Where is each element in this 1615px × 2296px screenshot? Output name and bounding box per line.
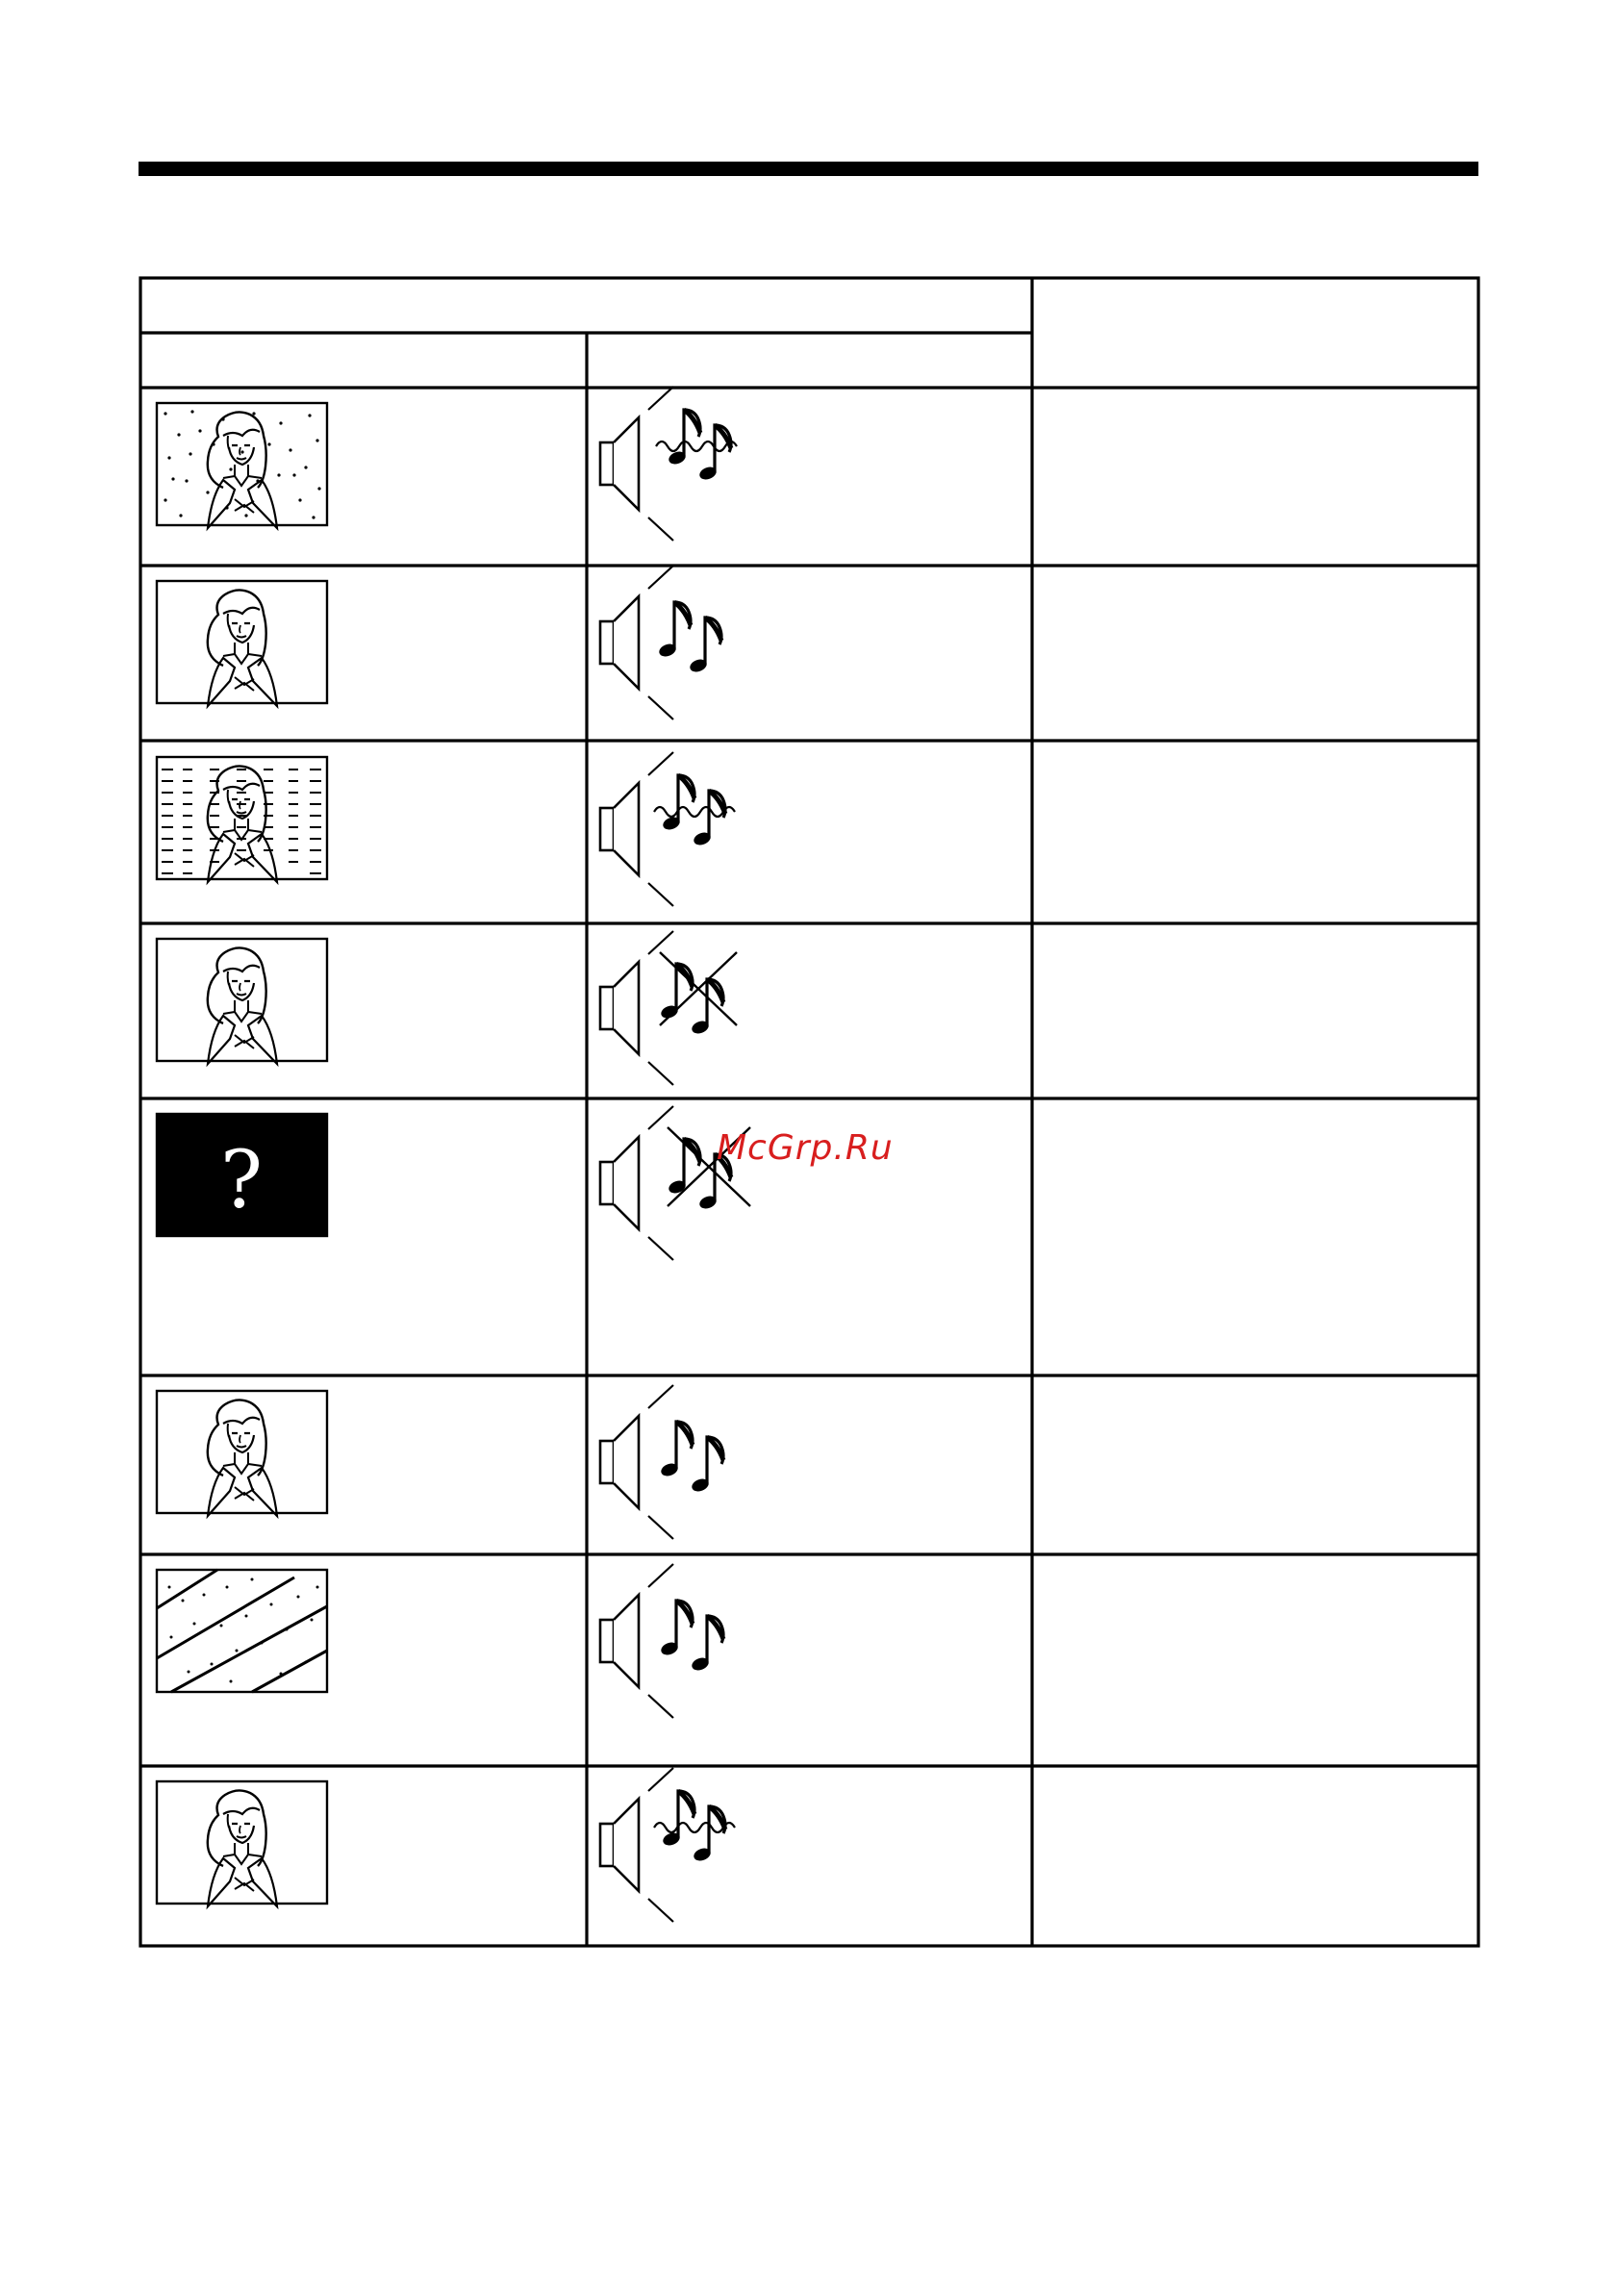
noisy-sound-icon <box>600 1768 735 1922</box>
no-sound-icon <box>600 931 737 1085</box>
header-trouble-cell <box>144 282 1029 330</box>
header-bar <box>139 162 1478 176</box>
normal-sound-icon <box>600 1564 723 1718</box>
normal-picture-icon <box>157 939 327 1064</box>
line-interference-icon <box>157 757 327 882</box>
table-row <box>157 1385 723 1539</box>
table-row <box>157 1106 750 1260</box>
table-row <box>157 566 721 719</box>
table-row <box>157 1564 723 1718</box>
table-row <box>157 752 735 906</box>
no-picture-symbol: ? <box>220 1135 263 1226</box>
header-remedy-cell <box>1036 282 1475 385</box>
snowy-picture-icon <box>157 403 327 528</box>
noisy-sound-icon <box>600 387 737 541</box>
normal-picture-icon <box>157 1391 327 1516</box>
table-row <box>157 1768 735 1922</box>
troubleshooting-table <box>140 278 1478 1946</box>
no-picture-icon <box>157 1114 327 1236</box>
normal-picture-icon <box>157 1781 327 1906</box>
normal-sound-icon <box>600 566 721 719</box>
normal-sound-icon <box>600 1385 723 1539</box>
noisy-sound-icon <box>600 752 735 906</box>
header-sound-cell <box>591 337 1029 385</box>
diagonal-stripes-icon <box>157 1570 327 1692</box>
header-picture-cell <box>144 337 583 385</box>
normal-picture-icon <box>157 581 327 706</box>
table-row <box>157 387 737 541</box>
watermark-text: McGrp.Ru <box>717 1128 894 1168</box>
table-row <box>157 931 737 1085</box>
